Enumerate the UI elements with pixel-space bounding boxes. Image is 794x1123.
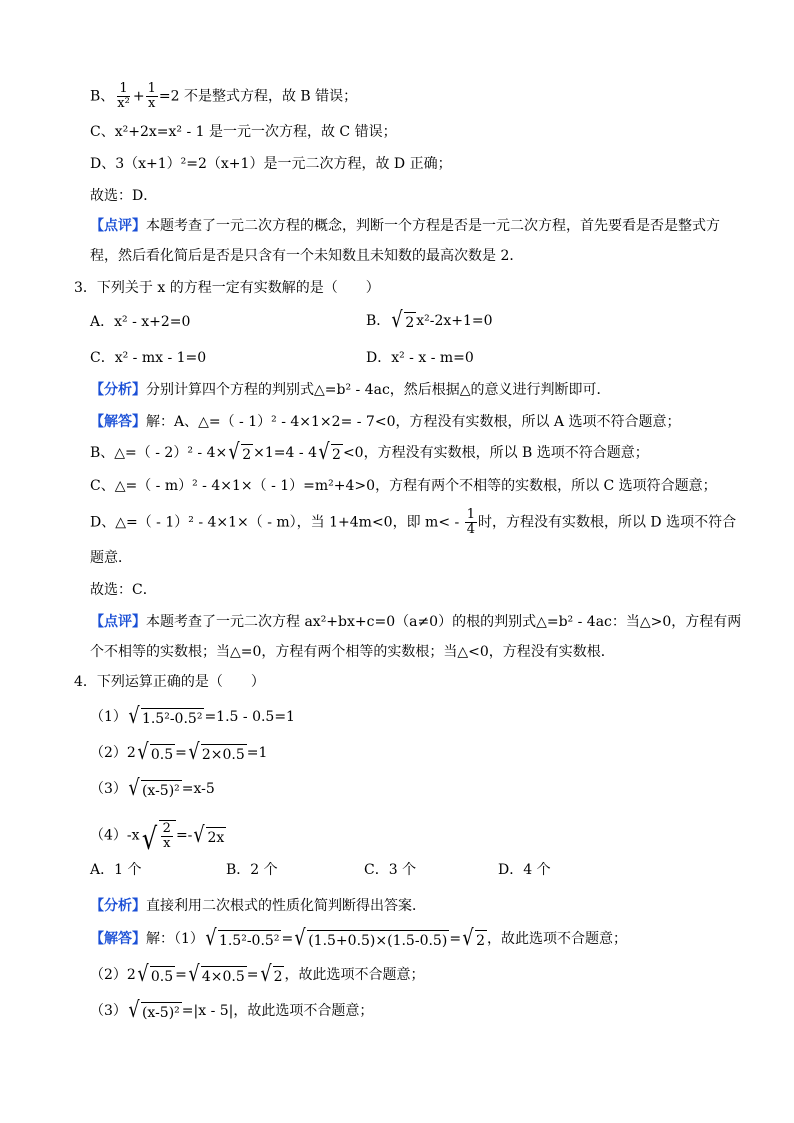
comment-3b: 个不相等的实数根；当△=0，方程有两个相等的实数根；当△<0，方程没有实数根． [90, 644, 615, 660]
fraction: $\frac{1}{x}$ [147, 81, 156, 111]
sqrt: √ (x-5)² [128, 776, 180, 801]
choose-3: 故选：C． [90, 582, 157, 598]
q4-item-1: （1） √ 1.5²-0.5² =1.5 - 0.5=1 [90, 704, 295, 729]
fraction: $\frac{2}{x}$ [162, 821, 171, 851]
answer-3d-tail: 题意． [90, 550, 132, 566]
sqrt: √ 0.5 [137, 962, 174, 987]
q4-option-a: A．1 个 [90, 862, 142, 878]
line-b: B、 $\frac{1}{\text{x²}}$ + $\frac{1}{x}$ =2 不是整式方程，故 B 错误； [90, 81, 358, 111]
sqrt: √ $\frac{2}{x}$ [140, 820, 176, 851]
sqrt: √ 0.5 [137, 740, 174, 765]
q4-item-3: （3） √ (x-5)² =x-5 [90, 776, 215, 801]
sqrt: √ 2 [391, 308, 415, 333]
q3-option-c: C．x² - mx - 1=0 [90, 350, 207, 366]
sqrt: √ 4×0.5 [188, 962, 245, 987]
answer-3d: D、△=（ - 1）² - 4×1×（ - m），当 1+4m<0，即 m< - $\frac{1}{4}$ 时，方程没有实数根，所以 D 选项不符合 [90, 507, 737, 537]
sqrt: √ 1.5²-0.5² [205, 926, 280, 951]
choose-1: 故选：D． [90, 188, 158, 204]
answer-4-3: （3） √ (x-5)² =|x - 5|，故此选项不合题意； [90, 998, 374, 1023]
q3-option-b: B． √ 2 x²-2x+1=0 [366, 308, 493, 333]
fraction: $\frac{1}{\text{x²}}$ [117, 81, 130, 111]
question-3: 3．下列关于 x 的方程一定有实数解的是（ ） [74, 280, 380, 296]
sqrt: √ 2x [193, 822, 225, 848]
q4-item-2: （2）2 √ 0.5 = √ 2×0.5 =1 [90, 740, 268, 765]
q3-option-d: D．x² - x - m=0 [366, 350, 474, 366]
answer-3c: C、△=（ - m）² - 4×1×（ - 1）=m²+4>0，方程有两个不相等的实数根，所以 C 选项符合题意； [90, 478, 717, 494]
fraction: $\frac{1}{4}$ [466, 507, 475, 537]
sqrt: √ (1.5+0.5)×(1.5-0.5) [294, 926, 448, 951]
sqrt: √ 2 [228, 440, 252, 465]
q3-option-a: A．x² - x+2=0 [90, 314, 191, 330]
comment-1b: 程，然后看化简后是否是只含有一个未知数且未知数的最高次数是 2． [90, 248, 524, 264]
sqrt: √ 2×0.5 [188, 740, 245, 765]
answer-3b: B、△=（ - 2）² - 4× √ 2 ×1=4 - 4 √ 2 <0，方程没有实数根，所以 B 选项不符合题意； [90, 440, 649, 465]
question-4: 4．下列运算正确的是（ ） [74, 674, 265, 690]
sqrt: √ 1.5²-0.5² [128, 704, 203, 729]
q4-option-c: C．3 个 [364, 862, 417, 878]
q4-item-4: （4）-x √ $\frac{2}{x}$ =- √ 2x [90, 821, 225, 857]
line-c: C、x²+2x=x² - 1 是一元一次方程，故 C 错误； [90, 124, 397, 140]
answer-4-1: 【解答】解：（1） √ 1.5²-0.5² = √ (1.5+0.5)×(1.5-0.5) = √ 2 ，故此选项不合题意； [90, 926, 627, 951]
answer-4-2: （2）2 √ 0.5 = √ 4×0.5 = √ 2 ，故此选项不合题意； [90, 962, 425, 987]
sqrt: √ 2 [318, 440, 341, 465]
line-d: D、3（x+1）²=2（x+1）是一元二次方程，故 D 正确； [90, 156, 452, 172]
sqrt: √ 2 [462, 926, 485, 951]
q4-option-b: B．2 个 [226, 862, 278, 878]
answer-3a: 【解答】解：A、△=（ - 1）² - 4×1×2= - 7<0，方程没有实数根，所以 A 选项不符合题意； [90, 414, 681, 430]
analysis-3: 【分析】分别计算四个方程的判别式△=b² - 4ac，然后根据△的意义进行判断即可． [90, 382, 611, 398]
comment-1a: 【点评】本题考查了一元二次方程的概念，判断一个方程是否是一元二次方程，首先要看是否是整式方 [90, 218, 720, 234]
sqrt: √ (x-5)² [128, 998, 180, 1023]
q4-option-d: D．4 个 [498, 862, 551, 878]
comment-3a: 【点评】本题考查了一元二次方程 ax²+bx+c=0（a≠0）的根的判别式△=b² - 4ac：当△>0，方程有两 [90, 614, 742, 630]
analysis-4: 【分析】直接利用二次根式的性质化简判断得出答案． [90, 898, 426, 914]
sqrt: √ 2 [259, 962, 283, 987]
